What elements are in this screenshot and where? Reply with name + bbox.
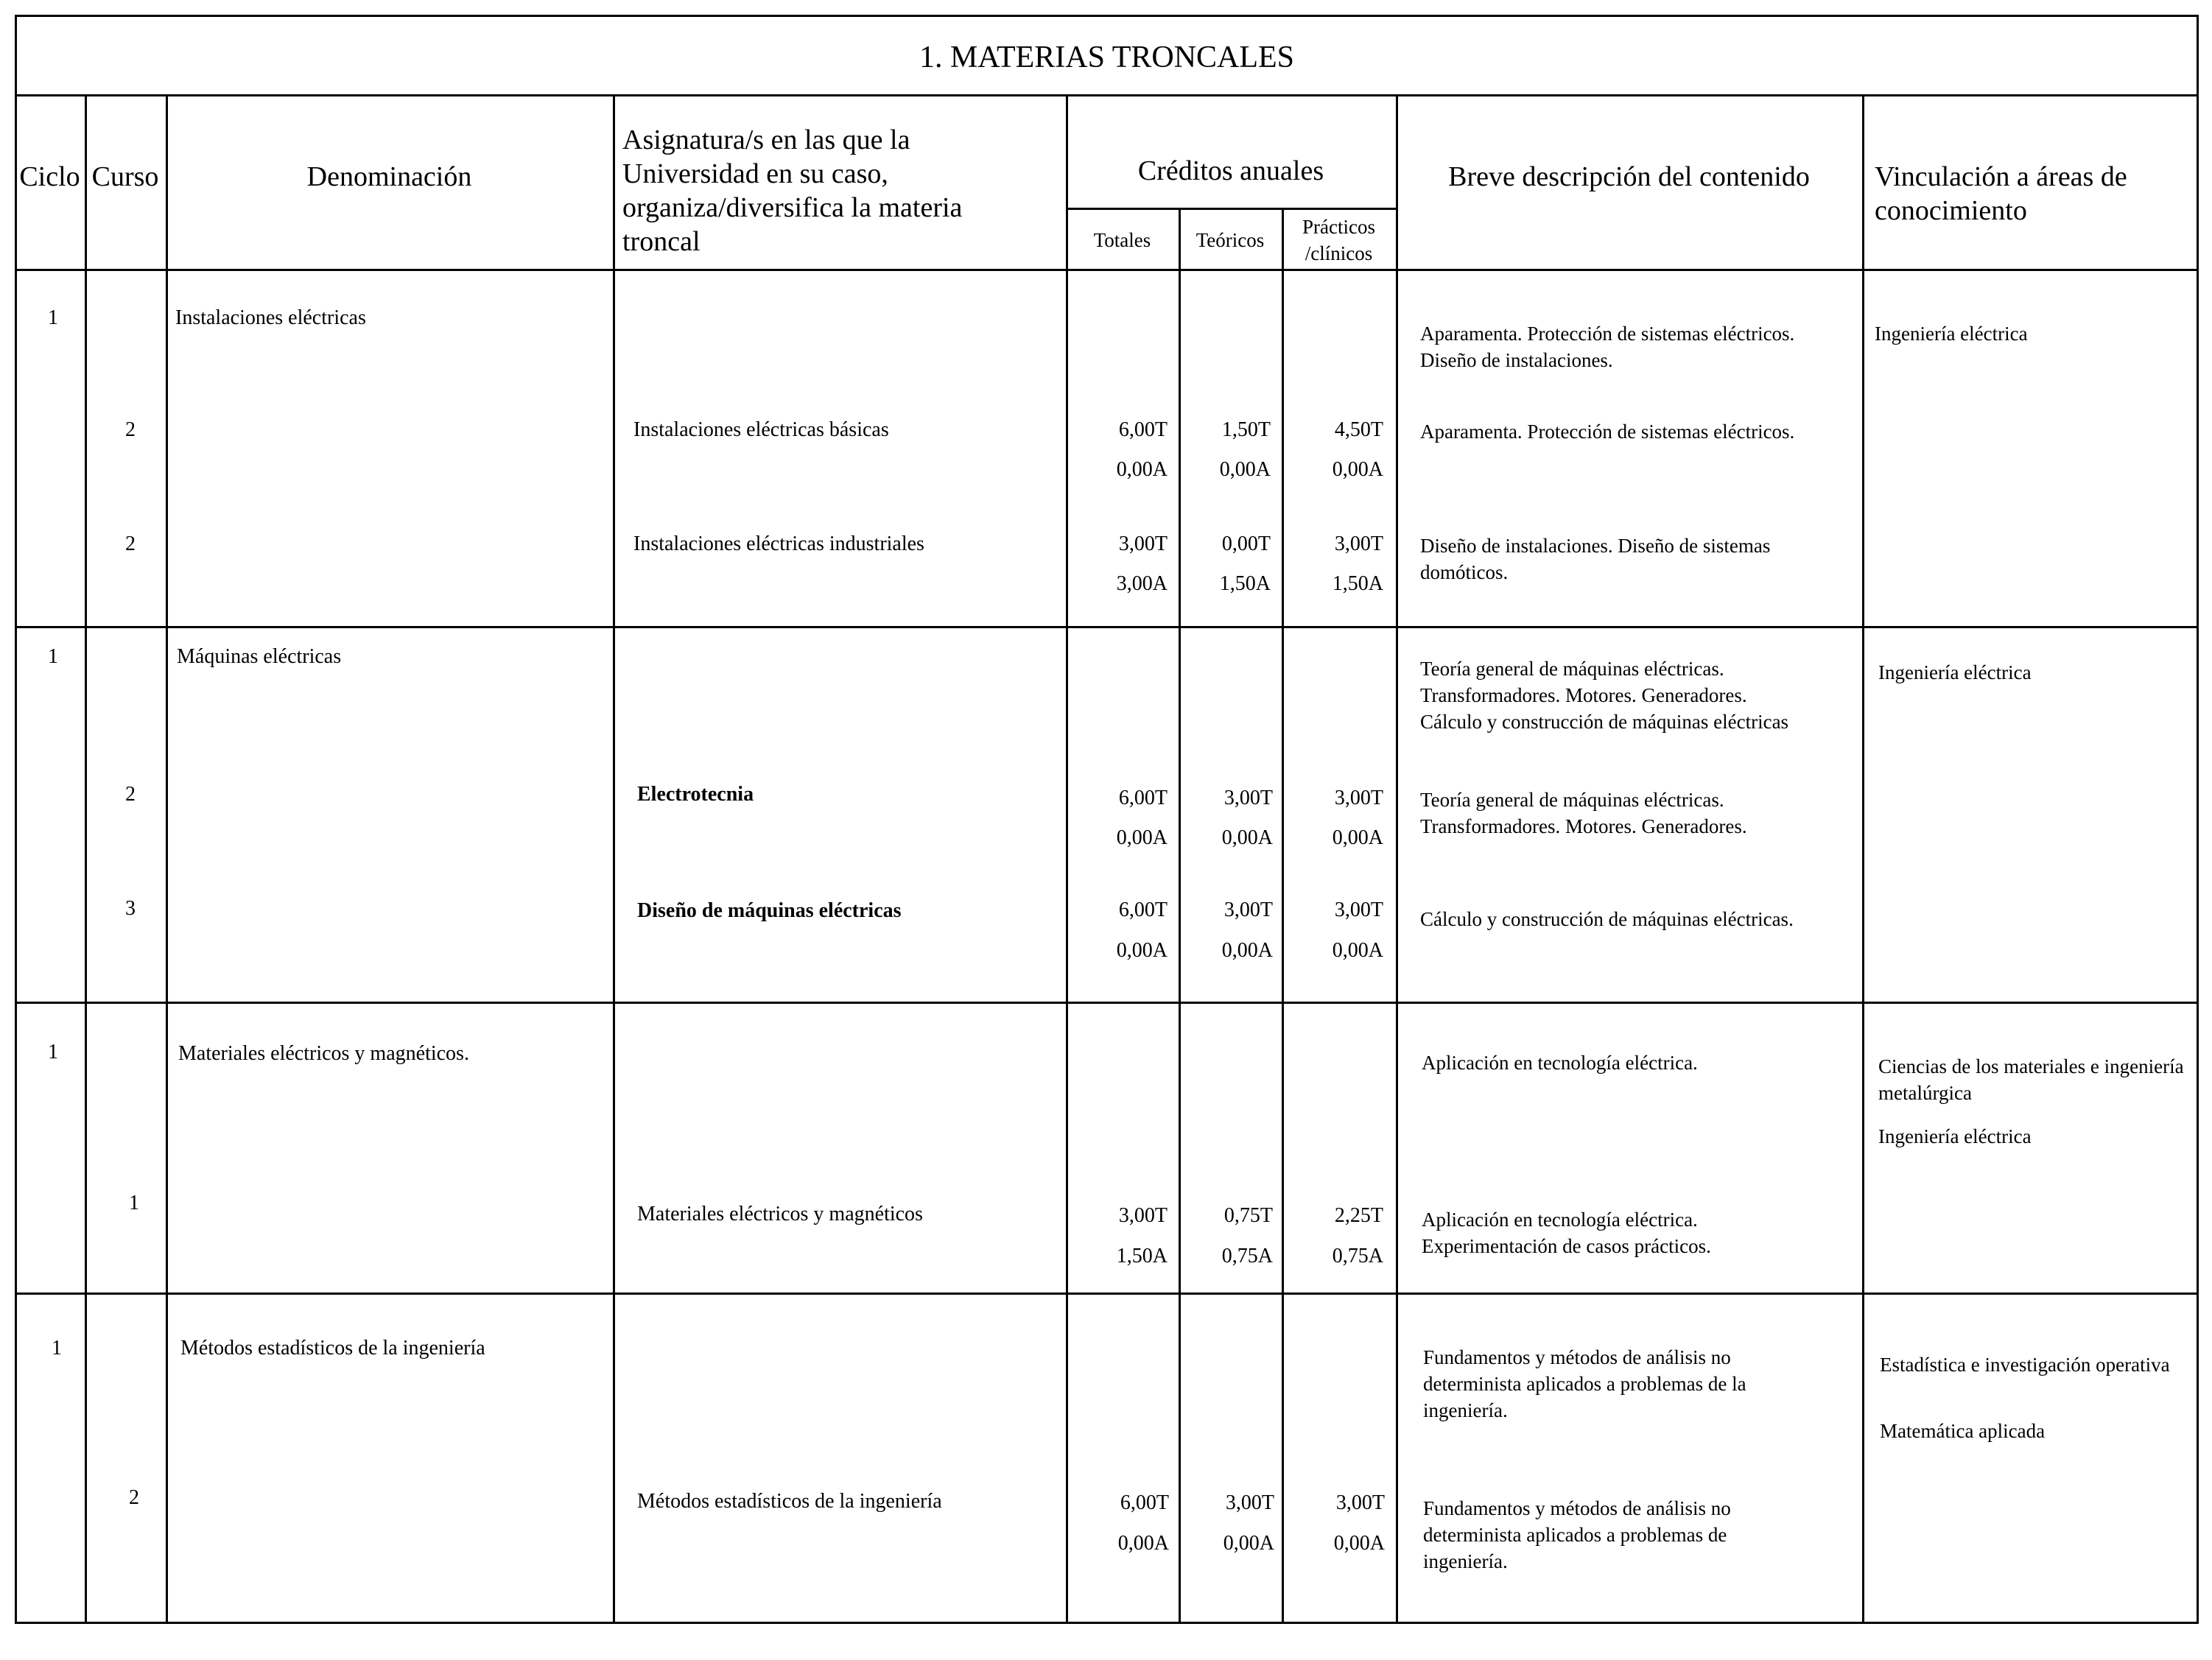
section-description: Aplicación en tecnología eléctrica. <box>1422 1052 1698 1074</box>
section-description: Aparamenta. Protección de sistemas eléctricos. Diseño de instalaciones. <box>1420 323 1795 371</box>
area-vinculada: Estadística e investigación operativa <box>1880 1354 2170 1376</box>
asignatura-value: Materiales eléctricos y magnéticos <box>637 1203 923 1225</box>
teoricos-t: 0,00T <box>1221 532 1271 555</box>
totales-a: 3,00A <box>1116 572 1168 595</box>
row-description: Fundamentos y métodos de análisis no determinista aplicados a problemas de ingeniería. <box>1423 1497 1731 1572</box>
denominacion-value: Métodos estadísticos de la ingeniería <box>180 1337 485 1360</box>
curso-value: 1 <box>129 1192 139 1214</box>
practicos-a: 0,00A <box>1332 939 1383 962</box>
curso-value: 2 <box>125 783 136 806</box>
asignatura-value: Instalaciones eléctricas industriales <box>633 532 924 555</box>
col-divider-denominacion <box>613 94 615 1624</box>
totales-a: 0,00A <box>1116 939 1168 962</box>
totales-t: 6,00T <box>1118 787 1168 809</box>
area-vinculada: Ingeniería eléctrica <box>1878 661 2032 683</box>
table-border <box>15 15 2199 1624</box>
teoricos-a: 0,00A <box>1219 458 1271 481</box>
practicos-a: 0,75A <box>1332 1245 1383 1267</box>
curso-value: 2 <box>125 532 136 555</box>
denominacion-value: Materiales eléctricos y magnéticos. <box>178 1042 469 1065</box>
header-vinculacion-2: conocimiento <box>1875 195 2027 226</box>
header-practicos-2: /clínicos <box>1305 242 1373 264</box>
teoricos-a: 0,00A <box>1221 939 1273 962</box>
header-asignatura-1: Asignatura/s en las que la <box>622 124 910 155</box>
asignatura-value: Métodos estadísticos de la ingeniería <box>637 1490 942 1513</box>
header-teoricos: Teóricos <box>1195 229 1265 251</box>
ciclo-value: 1 <box>48 306 58 329</box>
denominacion-value: Máquinas eléctricas <box>177 645 342 668</box>
asignatura-value: Electrotecnia <box>637 783 754 806</box>
teoricos-a: 0,75A <box>1221 1245 1273 1267</box>
row-description: Aparamenta. Protección de sistemas eléctricos. <box>1420 421 1795 443</box>
row-description: Diseño de instalaciones. Diseño de sistemas domóticos. <box>1420 535 1771 583</box>
totales-a: 1,50A <box>1116 1245 1168 1267</box>
teoricos-a: 0,00A <box>1221 826 1273 849</box>
curso-value: 3 <box>125 897 136 920</box>
totales-t: 3,00T <box>1118 532 1168 555</box>
totales-t: 3,00T <box>1118 1204 1168 1227</box>
materias-troncales-table <box>15 15 2199 1624</box>
teoricos-t: 1,50T <box>1221 418 1271 441</box>
header-practicos-1: Prácticos <box>1302 216 1375 238</box>
totales-a: 0,00A <box>1116 458 1168 481</box>
ciclo-value: 1 <box>48 645 58 668</box>
col-divider-teoricos <box>1282 208 1284 1624</box>
header-vinculacion-1: Vinculación a áreas de <box>1875 161 2127 192</box>
asignatura-value: Instalaciones eléctricas básicas <box>633 418 889 441</box>
practicos-a: 0,00A <box>1332 458 1383 481</box>
title-divider <box>15 94 2199 96</box>
section-divider <box>15 626 2199 628</box>
area-vinculada: Ciencias de los materiales e ingeniería metalúrgica <box>1878 1055 2184 1104</box>
practicos-a: 0,00A <box>1332 826 1383 849</box>
practicos-t: 3,00T <box>1334 532 1383 555</box>
totales-t: 6,00T <box>1118 418 1168 441</box>
row-description: Teoría general de máquinas eléctricas. Transformadores. Motores. Generadores. <box>1420 789 1747 837</box>
row-description: Aplicación en tecnología eléctrica. Experimentación de casos prácticos. <box>1422 1209 1711 1257</box>
row-description: Cálculo y construcción de máquinas eléctricas. <box>1420 908 1794 930</box>
totales-a: 0,00A <box>1117 1532 1169 1555</box>
header-divider <box>15 269 2199 271</box>
denominacion-value: Instalaciones eléctricas <box>175 306 366 329</box>
practicos-a: 1,50A <box>1332 572 1383 595</box>
col-divider-ciclo <box>85 94 87 1624</box>
totales-a: 0,00A <box>1116 826 1168 849</box>
teoricos-a: 0,00A <box>1223 1532 1274 1555</box>
col-divider-asignatura <box>1066 94 1068 1624</box>
ciclo-value: 1 <box>52 1337 62 1360</box>
creditos-subheader-divider <box>1066 208 1396 210</box>
curso-value: 2 <box>125 418 136 441</box>
teoricos-a: 1,50A <box>1219 572 1271 595</box>
teoricos-t: 0,75T <box>1223 1204 1273 1227</box>
table-title: 1. MATERIAS TRONCALES <box>919 41 1295 74</box>
header-asignatura-3: organiza/diversifica la materia <box>622 192 963 223</box>
section-divider <box>15 1002 2199 1004</box>
header-denominacion: Denominación <box>306 161 472 192</box>
curso-value: 2 <box>129 1486 139 1509</box>
asignatura-value: Diseño de máquinas eléctricas <box>637 899 902 922</box>
header-creditos-anuales: Créditos anuales <box>1137 155 1324 186</box>
totales-t: 6,00T <box>1120 1491 1169 1514</box>
ciclo-value: 1 <box>48 1041 58 1063</box>
header-descripcion: Breve descripción del contenido <box>1448 161 1810 192</box>
area-vinculada: Matemática aplicada <box>1880 1420 2046 1442</box>
col-divider-curso <box>166 94 168 1624</box>
practicos-t: 3,00T <box>1334 787 1383 809</box>
area-vinculada: Ingeniería eléctrica <box>1878 1125 2032 1147</box>
practicos-t: 4,50T <box>1334 418 1383 441</box>
header-curso: Curso <box>91 161 159 192</box>
area-vinculada: Ingeniería eléctrica <box>1875 323 2028 345</box>
practicos-t: 3,00T <box>1334 898 1383 921</box>
col-divider-descripcion <box>1862 94 1864 1624</box>
teoricos-t: 3,00T <box>1223 787 1273 809</box>
practicos-t: 2,25T <box>1334 1204 1383 1227</box>
header-asignatura-4: troncal <box>622 226 701 257</box>
totales-t: 6,00T <box>1118 898 1168 921</box>
practicos-a: 0,00A <box>1333 1532 1385 1555</box>
section-description: Fundamentos y métodos de análisis no determinista aplicados a problemas de la ingeniería. <box>1423 1346 1746 1421</box>
teoricos-t: 3,00T <box>1225 1491 1274 1514</box>
section-description: Teoría general de máquinas eléctricas. Transformadores. Motores. Generadores. Cálculo y construcción de máquinas eléctricas <box>1420 658 1789 733</box>
header-asignatura-2: Universidad en su caso, <box>622 158 888 189</box>
header-totales: Totales <box>1093 229 1151 251</box>
practicos-t: 3,00T <box>1335 1491 1385 1514</box>
col-divider-creditos <box>1396 94 1398 1624</box>
teoricos-t: 3,00T <box>1223 898 1273 921</box>
section-divider <box>15 1293 2199 1295</box>
header-ciclo: Ciclo <box>19 161 80 192</box>
